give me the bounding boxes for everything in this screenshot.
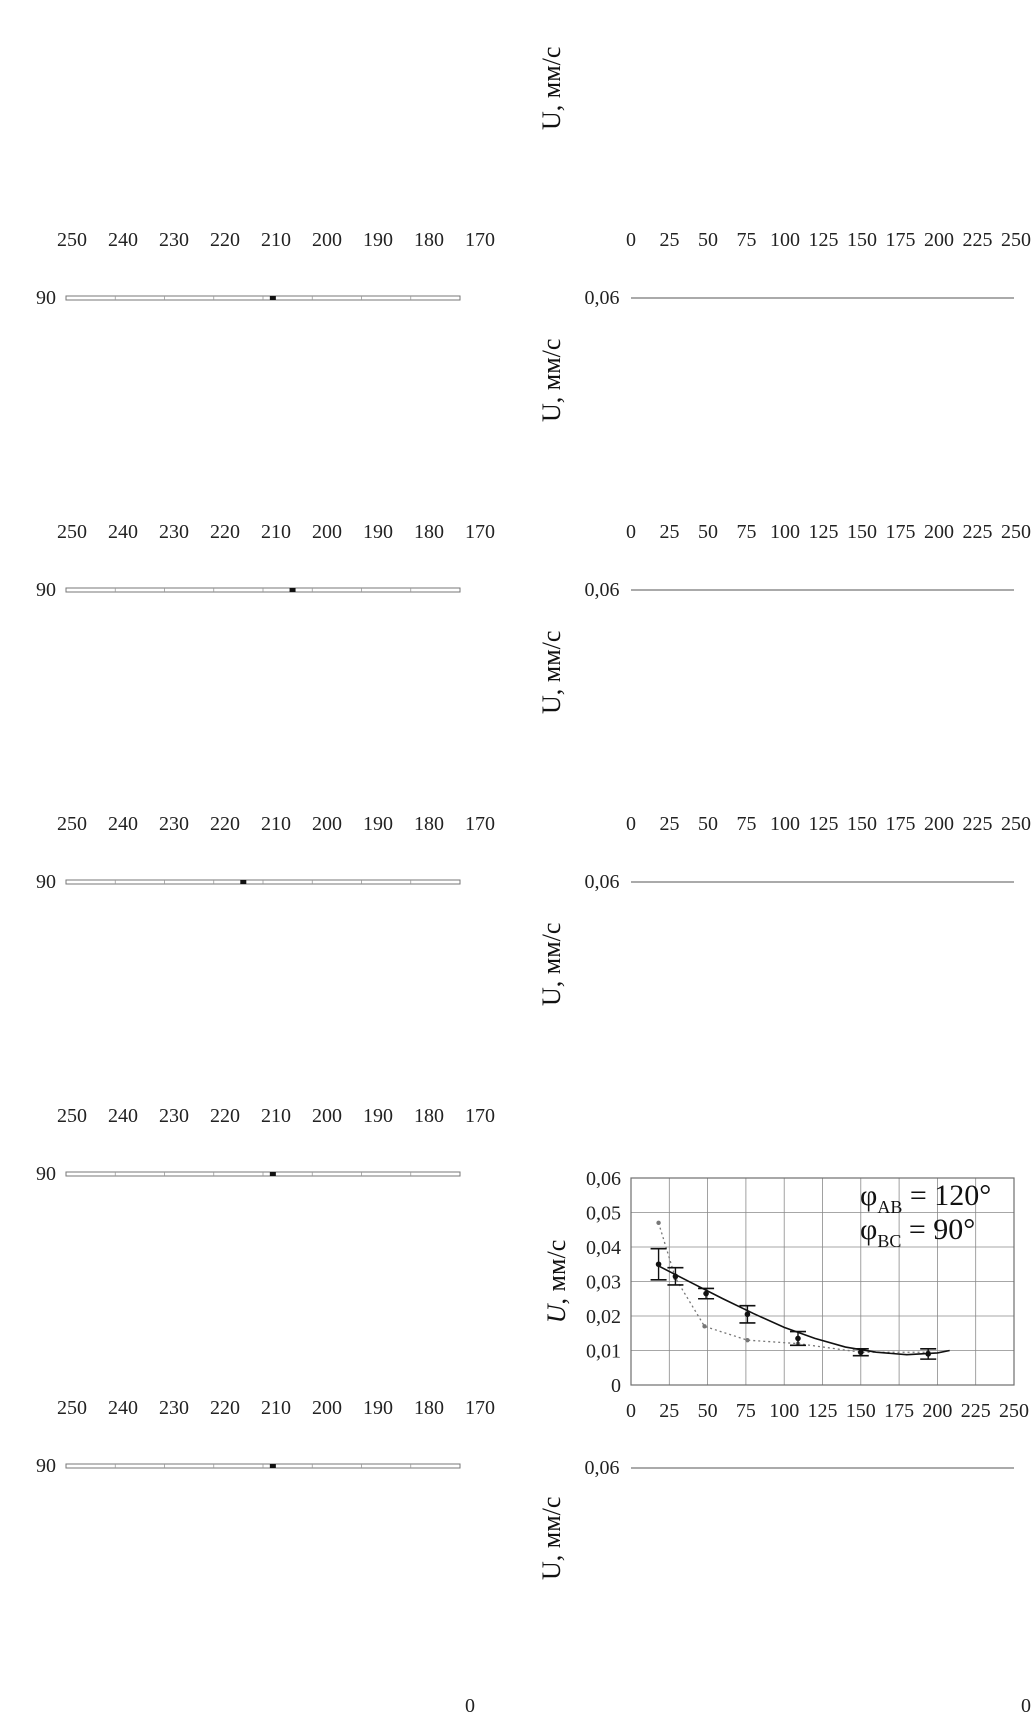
panel-tick-label: 50	[698, 521, 718, 543]
panel-ytick-top: 0,06	[584, 1457, 620, 1479]
dot-strip-panel	[36, 229, 495, 309]
strip-tick-label: 220	[210, 521, 240, 543]
panel-tick-label: 200	[924, 521, 954, 543]
strip-tick-label: 200	[312, 229, 342, 251]
panel-tick-label: 75	[736, 813, 757, 835]
strip-tick-label: 230	[159, 813, 189, 835]
dot-strip-panel	[36, 813, 495, 893]
strip-axis-fragment: 90	[36, 287, 56, 309]
panel-tick-label: 150	[847, 813, 877, 835]
dotted-series-point	[656, 1221, 660, 1225]
strip-tick-label: 180	[414, 1397, 444, 1419]
panel-tick-label: 175	[885, 521, 916, 543]
strip-tick-label: 220	[210, 813, 240, 835]
strip-tick-label: 170	[465, 1105, 495, 1127]
ylabel-fragment: U, мм/с	[537, 630, 566, 714]
strip-tick-label: 210	[261, 1105, 291, 1127]
x-tick-label: 100	[769, 1400, 800, 1422]
strip-marker	[270, 1172, 276, 1176]
strip-marker	[270, 296, 276, 300]
panel-tick-label: 75	[736, 521, 757, 543]
strip-tick-label: 220	[210, 1105, 240, 1127]
x-tick-label: 225	[960, 1400, 991, 1422]
strip-tick-label: 250	[57, 1397, 87, 1419]
panel-tick-label: 200	[924, 229, 954, 251]
panel-tick-label: 50	[698, 229, 718, 251]
strip-marker	[270, 1464, 276, 1468]
panel-tick-label: 25	[659, 813, 680, 835]
angle-annotation	[860, 1213, 975, 1251]
ylabel-fragment: U, мм/с	[537, 1496, 566, 1580]
panel-tick-label: 50	[698, 813, 718, 835]
panel-tick-label: 150	[847, 521, 877, 543]
panel-ytick-top: 0,06	[584, 287, 620, 309]
panel-tick-label: 25	[659, 229, 680, 251]
annotation-value: = 120°	[902, 1179, 992, 1212]
strip-tick-label: 240	[108, 521, 138, 543]
dot-strip-panel	[36, 521, 495, 601]
dot-strip-panel	[36, 1105, 495, 1185]
panel-tick-label: 200	[924, 813, 954, 835]
panel-tick-label: 100	[770, 229, 800, 251]
panel-tick-label: 25	[659, 521, 680, 543]
clipped-line-panel	[585, 521, 1032, 601]
strip-tick-label: 230	[159, 1397, 189, 1419]
panel-tick-label: 175	[885, 813, 916, 835]
data-point	[673, 1274, 679, 1280]
data-point	[745, 1311, 751, 1317]
strip-tick-label: 190	[363, 521, 393, 543]
panel-tick-label: 0	[626, 229, 636, 251]
panel-tick-label: 250	[1001, 813, 1031, 835]
strip-tick-label: 250	[57, 521, 87, 543]
data-point	[858, 1349, 864, 1355]
strip-tick-label: 190	[363, 229, 393, 251]
panel-tick-label: 225	[962, 229, 993, 251]
strip-tick-label: 220	[210, 1397, 240, 1419]
dotted-series-point	[745, 1338, 749, 1342]
strip-axis-fragment: 90	[36, 579, 56, 601]
clipped-line-panel	[585, 813, 1032, 893]
y-tick-label: 0,02	[586, 1306, 621, 1328]
strip-axis-fragment: 90	[36, 1455, 56, 1477]
panel-tick-label: 100	[770, 521, 800, 543]
data-point	[925, 1351, 931, 1357]
strip-tick-label: 180	[414, 521, 444, 543]
strip-tick-label: 240	[108, 229, 138, 251]
data-point	[795, 1336, 801, 1342]
y-tick-label: 0,03	[586, 1271, 621, 1294]
strip-tick-label: 250	[57, 813, 87, 835]
x-tick-label: 125	[807, 1400, 838, 1422]
annotation-subscript: BC	[877, 1231, 902, 1251]
strip-tick-label: 210	[261, 813, 291, 835]
y-tick-label: 0,01	[586, 1340, 621, 1363]
panel-tick-label: 225	[962, 521, 993, 543]
panel-tick-label: 0	[626, 521, 636, 543]
strip-tick-label: 210	[261, 229, 291, 251]
strip-marker	[240, 880, 246, 884]
strip-tick-label: 180	[414, 813, 444, 835]
dot-strip-panel	[36, 1397, 495, 1477]
x-tick-label: 175	[884, 1400, 915, 1422]
strip-tick-label: 210	[261, 521, 291, 543]
annotation-value: = 90°	[901, 1213, 976, 1246]
strip-tick-label: 200	[312, 1397, 342, 1419]
panel-ytick-top: 0,06	[584, 579, 620, 601]
x-tick-label: 200	[922, 1400, 953, 1422]
main-chart	[542, 1168, 1029, 1422]
x-tick-label: 250	[999, 1400, 1029, 1422]
ylabel-fragment: U, мм/с	[537, 338, 566, 422]
panel-ytick-top: 0,06	[584, 871, 620, 893]
y-tick-label: 0	[611, 1375, 621, 1397]
strip-tick-label: 200	[312, 521, 342, 543]
y-tick-label: 0,04	[586, 1237, 621, 1259]
strip-tick-label: 170	[465, 521, 495, 543]
data-point	[703, 1291, 709, 1297]
strip-tick-label: 250	[57, 229, 87, 251]
page-fragment: 0	[465, 1695, 475, 1717]
page-fragment: 0	[1021, 1695, 1031, 1717]
strip-axis-fragment: 90	[36, 1163, 56, 1185]
strip-tick-label: 240	[108, 1397, 138, 1419]
annotation-phi: φ	[860, 1179, 878, 1212]
strip-tick-label: 170	[465, 1397, 495, 1419]
panel-tick-label: 0	[626, 813, 636, 835]
clipped-line-panel	[585, 1457, 1015, 1479]
strip-tick-label: 200	[312, 813, 342, 835]
annotation-subscript: AB	[877, 1197, 903, 1217]
x-tick-label: 150	[845, 1400, 876, 1422]
panel-tick-label: 75	[736, 229, 757, 251]
strip-tick-label: 180	[414, 229, 444, 251]
y-axis-label	[542, 1240, 571, 1323]
x-tick-label: 75	[735, 1400, 756, 1422]
strip-tick-label: 230	[159, 229, 189, 251]
strip-tick-label: 240	[108, 1105, 138, 1127]
strip-tick-label: 180	[414, 1105, 444, 1127]
strip-tick-label: 190	[363, 1397, 393, 1419]
x-tick-label: 25	[659, 1400, 680, 1422]
strip-tick-label: 230	[159, 521, 189, 543]
y-tick-label: 0,06	[586, 1168, 621, 1190]
panel-tick-label: 150	[847, 229, 877, 251]
x-tick-label: 50	[697, 1400, 718, 1422]
panel-tick-label: 175	[885, 229, 916, 251]
ylabel-fragment: U, мм/с	[537, 46, 566, 130]
strip-axis-fragment: 90	[36, 871, 56, 893]
dotted-series-point	[702, 1324, 706, 1328]
strip-tick-label: 230	[159, 1105, 189, 1127]
strip-tick-label: 170	[465, 229, 495, 251]
strip-tick-label: 220	[210, 229, 240, 251]
strip-marker	[290, 588, 296, 592]
strip-tick-label: 250	[57, 1105, 87, 1127]
y-tick-label: 0,05	[586, 1202, 621, 1225]
panel-tick-label: 100	[770, 813, 800, 835]
panel-tick-label: 125	[808, 229, 839, 251]
y-axis-label-var: U	[542, 1304, 571, 1324]
panel-tick-label: 250	[1001, 521, 1031, 543]
panel-tick-label: 225	[962, 813, 993, 835]
ylabel-fragment: U, мм/с	[537, 922, 566, 1006]
strip-tick-label: 190	[363, 1105, 393, 1127]
strip-tick-label: 210	[261, 1397, 291, 1419]
x-tick-label: 0	[626, 1400, 636, 1422]
y-axis-label-unit: , мм/с	[542, 1239, 571, 1305]
strip-tick-label: 190	[363, 813, 393, 835]
panel-tick-label: 250	[1001, 229, 1031, 251]
strip-tick-label: 170	[465, 813, 495, 835]
annotation-phi: φ	[860, 1213, 878, 1246]
clipped-line-panel	[585, 229, 1032, 309]
panel-tick-label: 125	[808, 521, 839, 543]
data-point	[656, 1261, 662, 1267]
strip-tick-label: 240	[108, 813, 138, 835]
strip-tick-label: 200	[312, 1105, 342, 1127]
panel-tick-label: 125	[808, 813, 839, 835]
